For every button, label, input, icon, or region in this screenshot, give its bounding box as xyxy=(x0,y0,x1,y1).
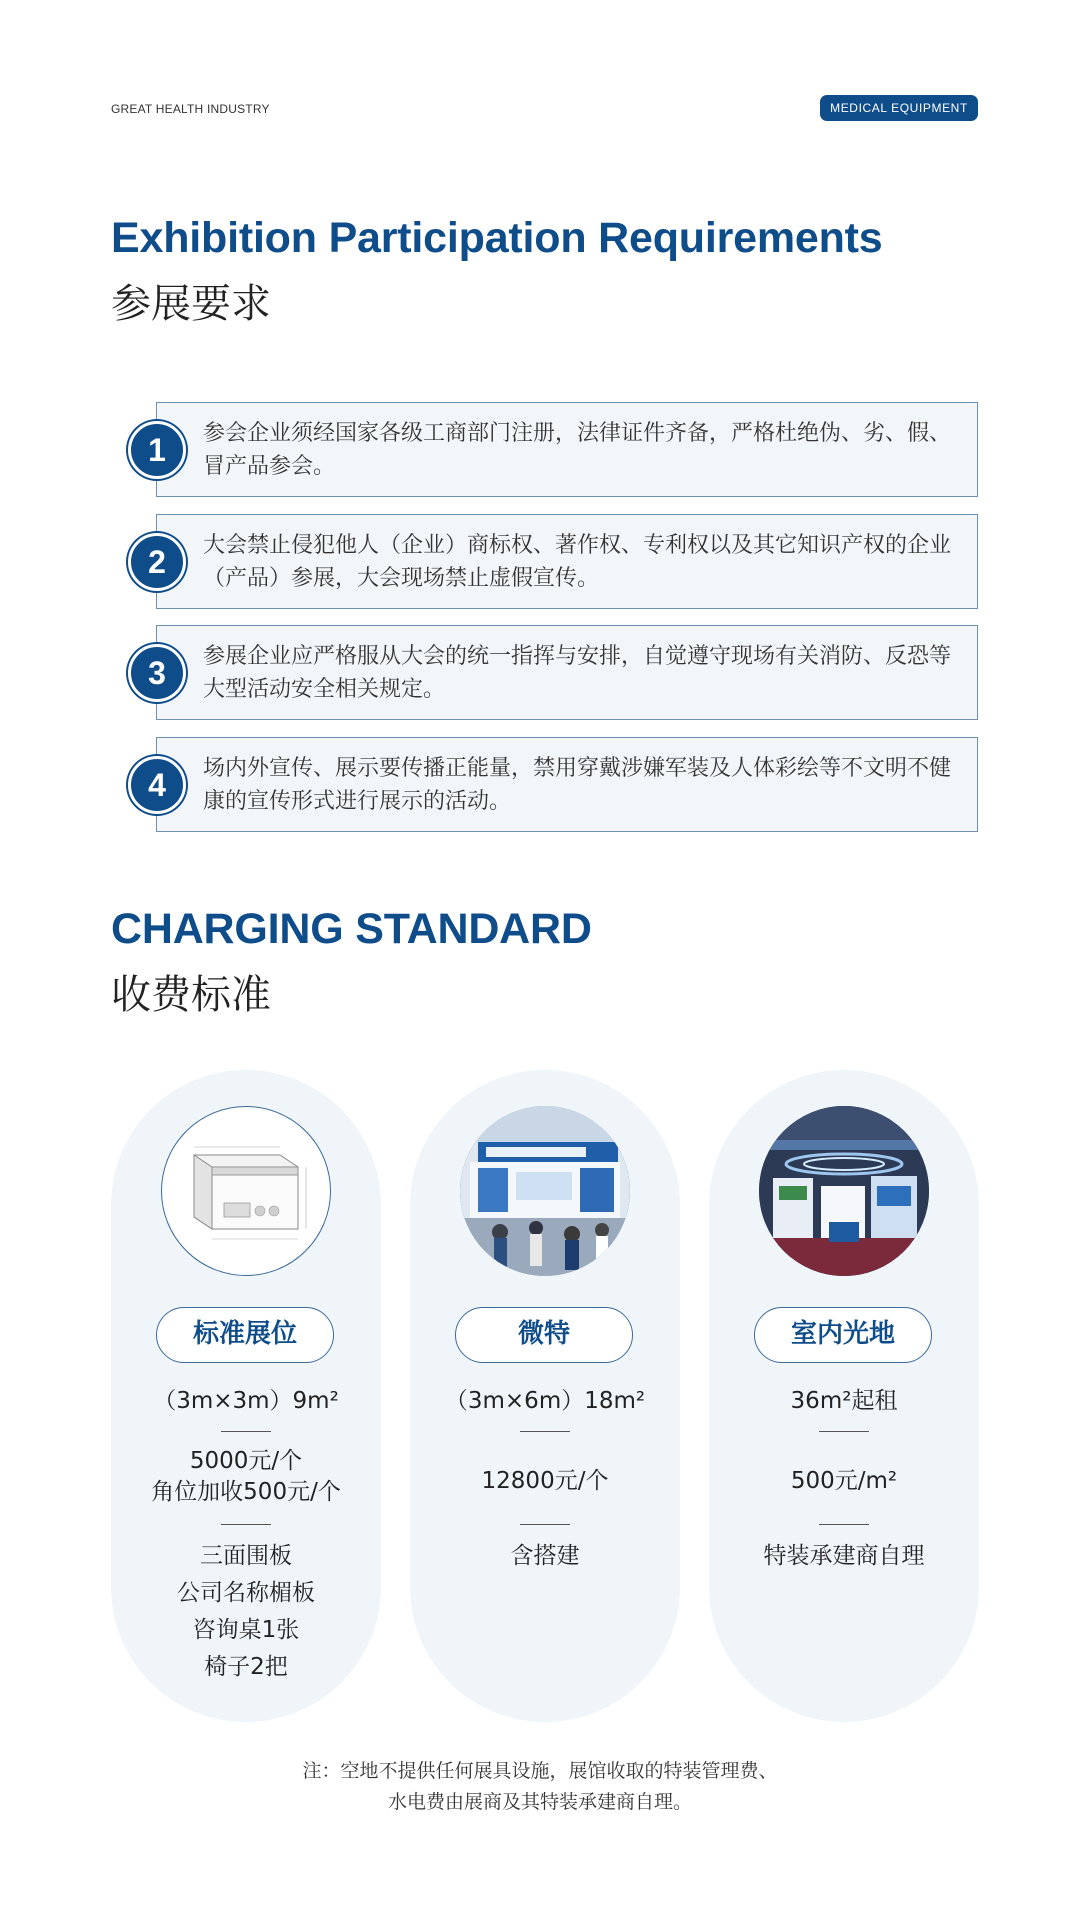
charging-title-en: CHARGING STANDARD xyxy=(111,905,592,953)
divider xyxy=(520,1524,570,1525)
booth-type-label: 室内光地 xyxy=(754,1307,932,1363)
divider xyxy=(819,1431,869,1432)
requirements-title-en: Exhibition Participation Requirements xyxy=(111,214,883,262)
booth-size: 36m²起租 xyxy=(790,1388,898,1414)
divider xyxy=(819,1524,869,1525)
exhibition-hall-photo xyxy=(759,1106,929,1276)
number-badge: 4 xyxy=(128,756,186,814)
booth-size: （3m×3m）9m² xyxy=(153,1388,339,1414)
requirement-text: 参会企业须经国家各级工商部门注册，法律证件齐备，严格杜绝伪、劣、假、冒产品参会。 xyxy=(203,421,952,479)
exhibition-booth-photo xyxy=(460,1106,630,1276)
number-badge: 1 xyxy=(128,421,186,479)
booth-include-item: 公司名称楣板 xyxy=(177,1580,315,1606)
booth-type-label: 微特 xyxy=(455,1307,633,1363)
booth-diagram-image xyxy=(161,1106,331,1276)
booth-include-item: 特装承建商自理 xyxy=(763,1543,925,1569)
booth-include-item: 含搭建 xyxy=(510,1543,580,1569)
booth-type-label: 标准展位 xyxy=(156,1307,334,1363)
footnote-line-2: 水电费由展商及其特装承建商自理。 xyxy=(387,1791,692,1813)
requirement-text: 参展企业应严格服从大会的统一指挥与安排，自觉遵守现场有关消防、反恐等大型活动安全相关规定。 xyxy=(203,644,952,702)
price-card-micro-special xyxy=(410,1070,680,1722)
requirements-title-cn: 参展要求 xyxy=(111,281,271,327)
booth-size: （3m×6m）18m² xyxy=(444,1388,646,1414)
requirement-item-4 xyxy=(148,737,978,832)
category-tag: MEDICAL EQUIPMENT xyxy=(820,95,978,121)
divider xyxy=(520,1431,570,1432)
number-badge: 2 xyxy=(128,533,186,591)
booth-price: 500元/m² xyxy=(790,1468,898,1494)
booth-price-extra: 角位加收500元/个 xyxy=(151,1479,341,1505)
requirement-text: 场内外宣传、展示要传播正能量，禁用穿戴涉嫌军装及人体彩绘等不文明不健康的宣传形式进行展示的活动。 xyxy=(203,756,952,814)
charging-title-cn: 收费标准 xyxy=(111,972,271,1018)
booth-include-item: 三面围板 xyxy=(200,1543,292,1569)
requirement-item-2 xyxy=(148,514,978,609)
price-card-standard-booth xyxy=(111,1070,381,1722)
divider xyxy=(221,1524,271,1525)
booth-price: 5000元/个 xyxy=(189,1448,303,1474)
requirement-item-1 xyxy=(148,402,978,497)
number-badge: 3 xyxy=(128,644,186,702)
requirement-item-3 xyxy=(148,625,978,720)
brand-label: GREAT HEALTH INDUSTRY xyxy=(111,102,270,116)
booth-include-item: 咨询桌1张 xyxy=(192,1617,300,1643)
footnote-line-1: 注：空地不提供任何展具设施，展馆收取的特装管理费、 xyxy=(302,1760,778,1782)
booth-include-item: 椅子2把 xyxy=(204,1654,288,1680)
requirement-text: 大会禁止侵犯他人（企业）商标权、著作权、专利权以及其它知识产权的企业（产品）参展，大会现场禁止虚假宣传。 xyxy=(203,533,952,591)
divider xyxy=(221,1431,271,1432)
price-card-indoor-space xyxy=(709,1070,979,1722)
booth-price: 12800元/个 xyxy=(481,1468,609,1494)
